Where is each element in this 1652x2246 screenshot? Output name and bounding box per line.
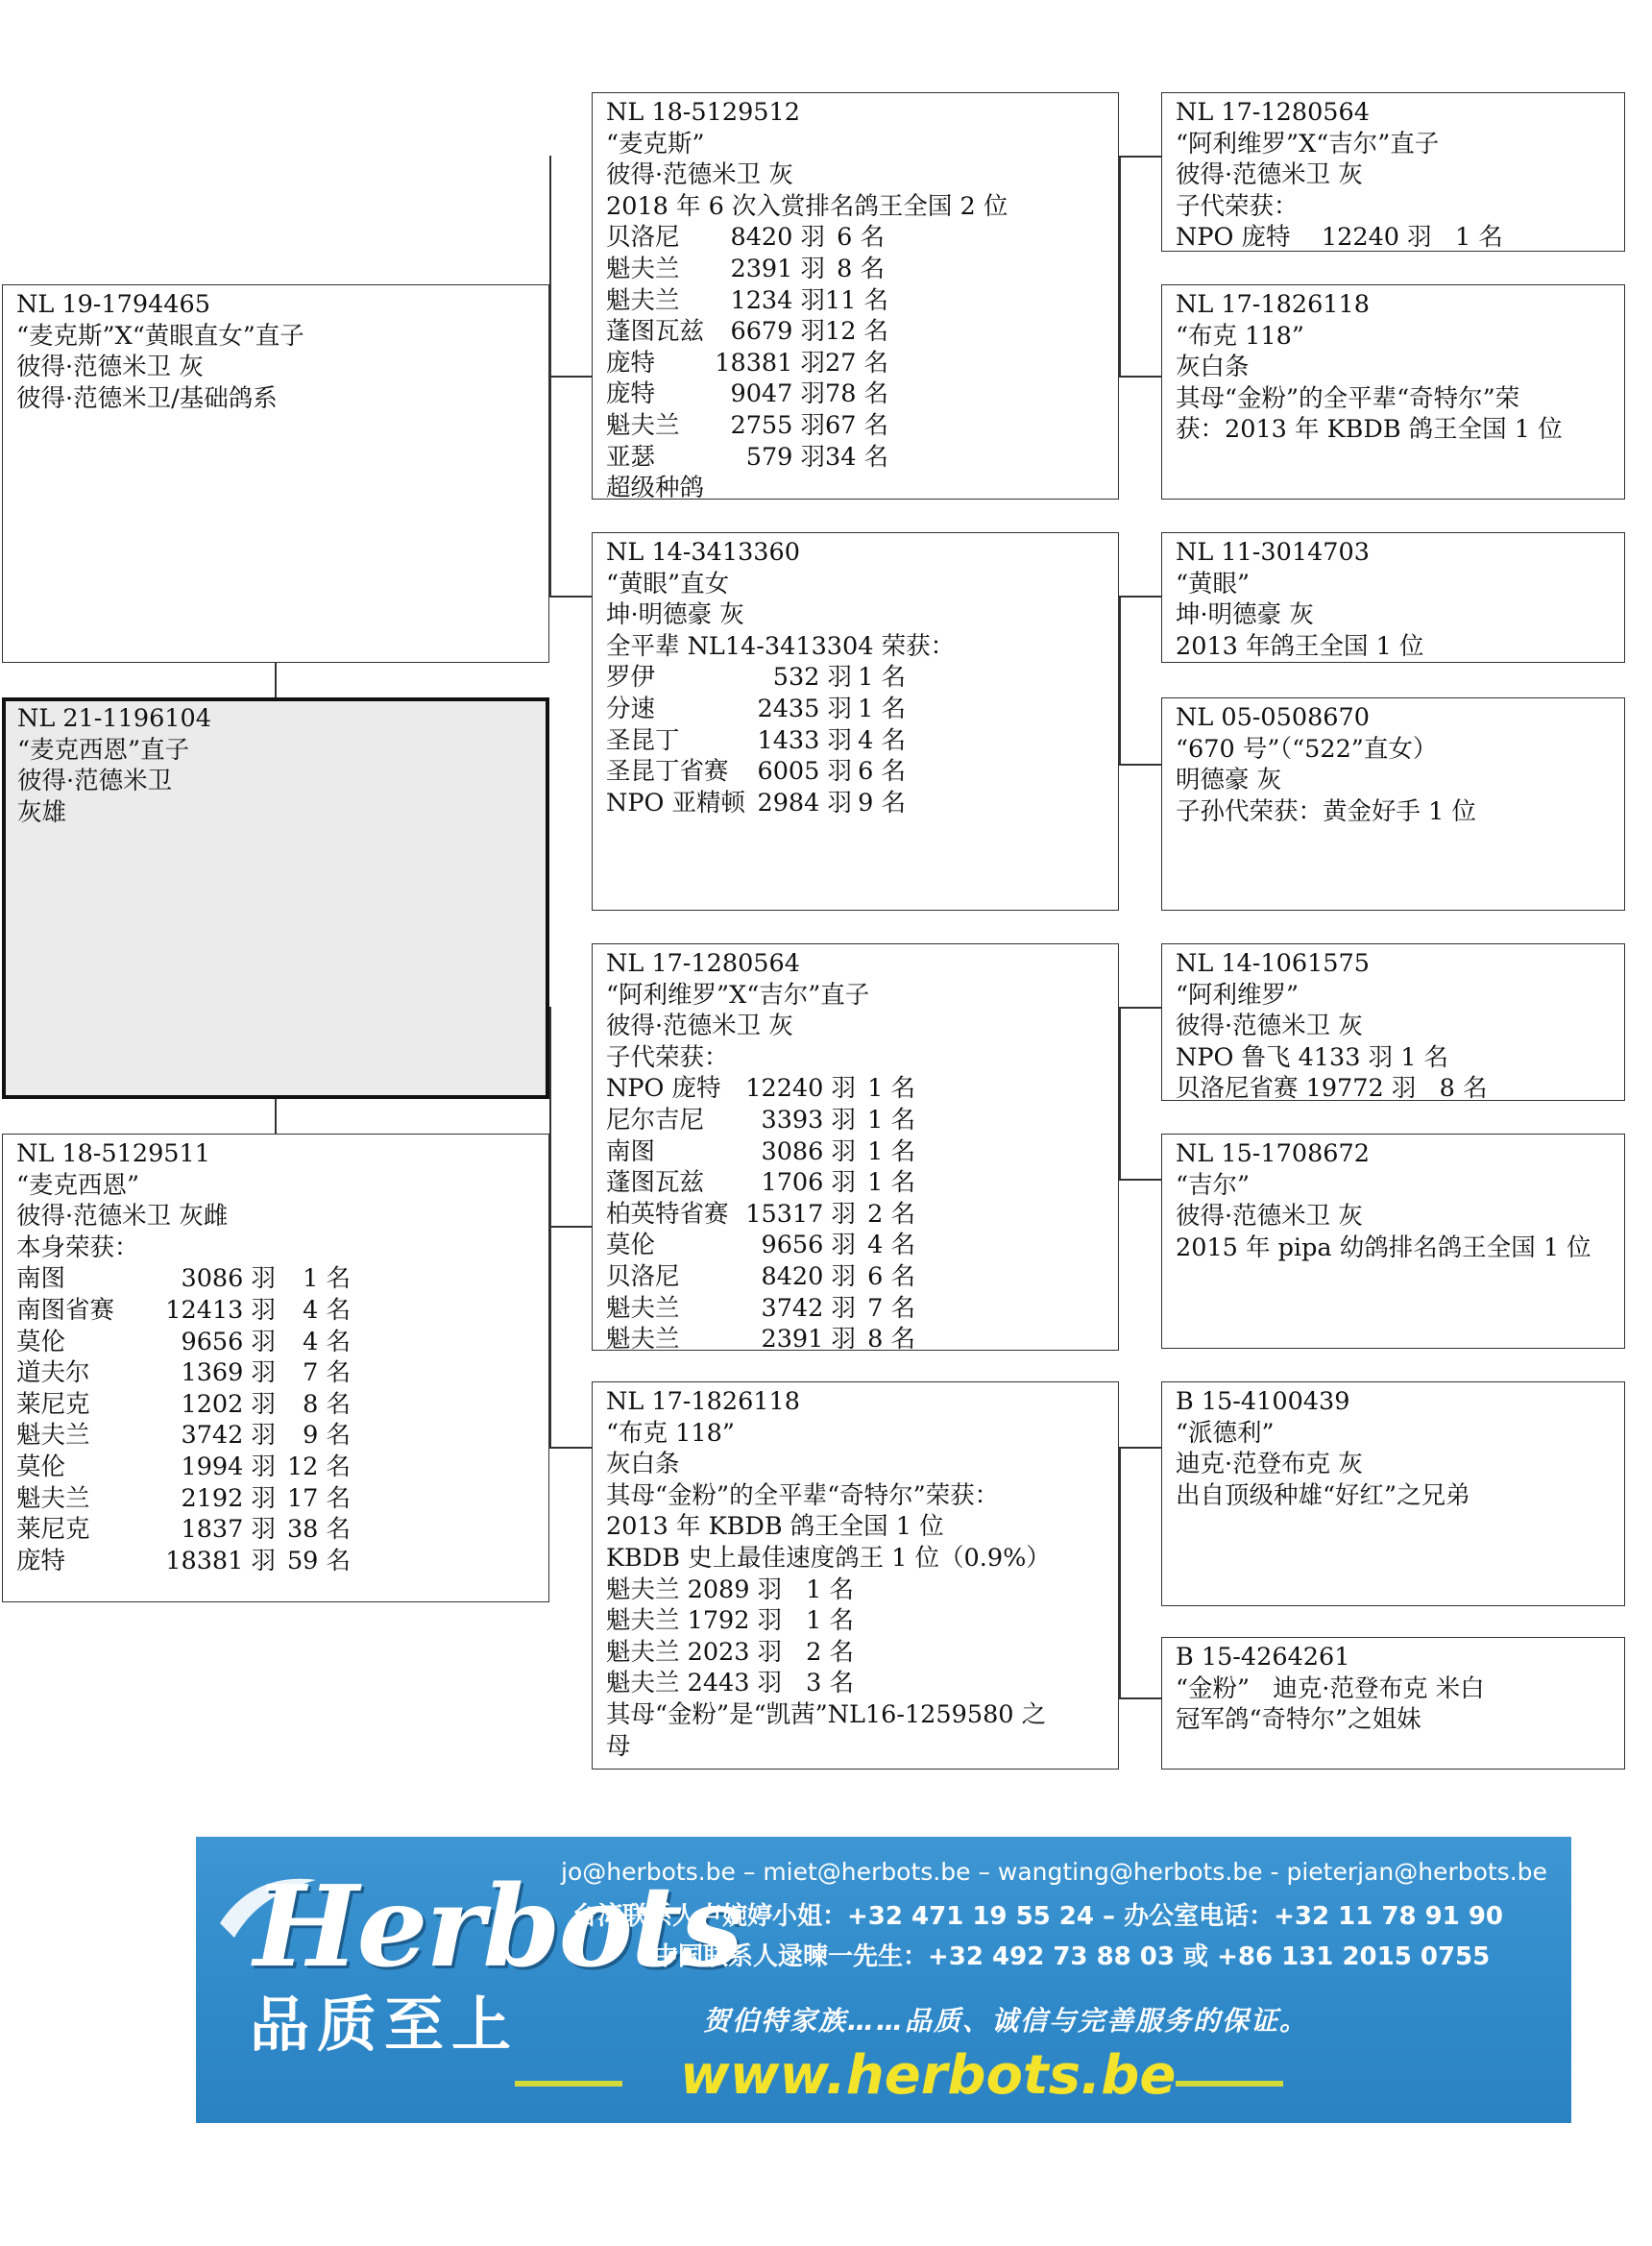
result-row: 魁夫兰 1234 羽11 名 xyxy=(606,285,889,315)
breeder-color: 明德豪 灰 xyxy=(1176,766,1282,795)
dss-card xyxy=(1161,943,1625,1101)
result-row: 贝洛尼省赛 19772 羽 8 名 xyxy=(1176,1074,1488,1101)
ring-number: NL 14-1061575 xyxy=(1176,949,1370,978)
color-sex: 灰雄 xyxy=(17,797,67,827)
result-row: 分速 2435 羽 1 名 xyxy=(606,694,906,723)
result-row: 庞特 18381 羽27 名 xyxy=(606,348,889,378)
herbots-banner xyxy=(196,1837,1571,2123)
breeder-color: 彼得·范德米卫 灰 xyxy=(16,353,204,382)
connector xyxy=(1119,764,1161,766)
pigeon-name: “阿利维罗” xyxy=(1176,980,1300,1010)
pigeon-name: “黄眼”直女 xyxy=(606,569,730,598)
result-row: 魁夫兰 3742 羽 7 名 xyxy=(606,1293,915,1323)
breeder-color: 坤·明德豪 灰 xyxy=(1176,600,1314,630)
dam-card xyxy=(2,1134,549,1602)
results-list xyxy=(606,1073,1108,1351)
ddd-card xyxy=(1161,1637,1625,1770)
result-row: 南图省赛 12413 羽 4 名 xyxy=(16,1295,351,1325)
herbots-logo: Herbots xyxy=(254,1862,741,1992)
achievement: 子孙代荣获：黄金好手 1 位 xyxy=(1176,796,1476,826)
result-row: 罗伊 532 羽 1 名 xyxy=(606,663,906,693)
pigeon-name: “670 号”（“522”直女） xyxy=(1176,734,1438,764)
sdd-card xyxy=(1161,697,1625,911)
achievement: 2013 年 KBDB 鸽王全国 1 位 xyxy=(606,1512,944,1542)
connector xyxy=(1119,1447,1161,1449)
connector xyxy=(549,1447,592,1449)
result-row: 柏英特省赛 15317 羽 2 名 xyxy=(606,1199,915,1229)
result-row: 莱尼克 1837 羽 38 名 xyxy=(16,1515,351,1545)
result-row: 蓬图瓦兹 6679 羽12 名 xyxy=(606,317,889,347)
ring-number: NL 11-3014703 xyxy=(1176,538,1370,567)
result-row: 魁夫兰 2391 羽 8 名 xyxy=(606,254,885,283)
ring-number: NL 05-0508670 xyxy=(1176,703,1370,732)
connector xyxy=(549,596,592,598)
breeder: 彼得·范德米卫 xyxy=(17,767,173,796)
pigeon-name: “麦克西恩” xyxy=(16,1170,140,1200)
result-row: 圣昆丁 1433 羽 4 名 xyxy=(606,725,906,755)
connector xyxy=(1119,1007,1121,1180)
pigeon-name: “黄眼” xyxy=(1176,569,1251,598)
ring-number: NL 15-1708672 xyxy=(1176,1139,1370,1168)
results-list xyxy=(606,662,1108,818)
sire-sire-card xyxy=(592,92,1119,500)
connector xyxy=(1119,1447,1121,1698)
pigeon-name: “金粉” 迪克·范登布克 米白 xyxy=(1176,1673,1485,1703)
ring-number: NL 18-5129511 xyxy=(16,1139,210,1168)
ring-number: B 15-4100439 xyxy=(1176,1387,1350,1416)
sire-card xyxy=(2,284,549,663)
note: 冠军鸽“奇特尔”之姐妹 xyxy=(1176,1705,1421,1735)
results-heading: 全平辈 NL14-3413304 荣获： xyxy=(606,631,956,661)
note: 出自顶级种雄“好红”之兄弟 xyxy=(1176,1480,1470,1510)
connector xyxy=(275,663,277,697)
result-row: 亚瑟 579 羽34 名 xyxy=(606,442,889,472)
results-heading: 本身荣获： xyxy=(16,1233,139,1262)
pigeon-name: “布克 118” xyxy=(606,1418,735,1448)
color: 灰白条 xyxy=(1176,353,1250,382)
achievement: 2015 年 pipa 幼鸽排名鸽王全国 1 位 xyxy=(1176,1233,1591,1262)
result-row: 南图 3086 羽 1 名 xyxy=(16,1264,351,1294)
result-row: NPO 亚精顿 2984 羽 9 名 xyxy=(606,788,906,818)
result-row: 魁夫兰 2443 羽 3 名 xyxy=(606,1669,854,1698)
email-contacts: jo@herbots.be – miet@herbots.be – wangting@herbots.be - pieterjan@herbots.be xyxy=(561,1858,1547,1886)
breeder-color: 彼得·范德米卫 灰 xyxy=(1176,1202,1363,1232)
connector xyxy=(549,376,592,378)
result-row: 南图 3086 羽 1 名 xyxy=(606,1136,915,1166)
note: 其母“金粉”的全平辈“奇特尔”荣 xyxy=(1176,383,1520,413)
ssd-card xyxy=(1161,284,1625,500)
results-list xyxy=(606,222,1108,473)
website-link[interactable]: www.herbots.be xyxy=(680,2044,1177,2107)
result-row: 魁夫兰 2192 羽 17 名 xyxy=(16,1483,351,1513)
result-row: 魁夫兰 2391 羽 8 名 xyxy=(606,1325,915,1351)
results-heading: 其母“金粉”的全平辈“奇特尔”荣获： xyxy=(606,1480,1000,1510)
dam-sire-card xyxy=(592,943,1119,1351)
breeder-color: 迪克·范登布克 灰 xyxy=(1176,1450,1363,1479)
result-row: 魁夫兰 1792 羽 1 名 xyxy=(606,1606,854,1636)
result-row: 莫伦 9656 羽 4 名 xyxy=(606,1231,915,1260)
result-row: 庞特 18381 羽 59 名 xyxy=(16,1546,351,1575)
ring-number: B 15-4264261 xyxy=(1176,1643,1350,1672)
results-list xyxy=(606,1575,1108,1699)
result-row: 贝洛尼 8420 羽 6 名 xyxy=(606,1261,915,1291)
connector xyxy=(1119,1697,1161,1699)
connector xyxy=(275,1099,277,1134)
breeder-color: 彼得·范德米卫 灰 xyxy=(606,160,793,190)
dds-card xyxy=(1161,1381,1625,1606)
pigeon-name: “吉尔” xyxy=(1176,1170,1251,1200)
pigeon-name: “布克 118” xyxy=(1176,321,1304,351)
result-row: NPO 鲁飞 4133 羽 1 名 xyxy=(1176,1042,1449,1072)
note: 获：2013 年 KBDB 鸽王全国 1 位 xyxy=(1176,415,1563,445)
result-row: 莱尼克 1202 羽 8 名 xyxy=(16,1389,351,1419)
ring-number: NL 17-1826118 xyxy=(606,1387,800,1416)
taiwan-contact: 台湾联系人卢婉婷小姐：+32 471 19 55 24 – 办公室电话：+32 11 78 91 90 xyxy=(572,1902,1503,1931)
achievement: 2013 年鸽王全国 1 位 xyxy=(1176,631,1424,661)
ring-number: NL 14-3413360 xyxy=(606,538,800,567)
result-row: 道夫尔 1369 羽 7 名 xyxy=(16,1358,351,1388)
breeder-color: 彼得·范德米卫 灰 xyxy=(606,1012,793,1041)
decorative-bar-right xyxy=(1176,2081,1283,2087)
result-row: 魁夫兰 2089 羽 1 名 xyxy=(606,1575,854,1604)
footer-note: 其母“金粉”是“凯茜”NL16-1259580 之 xyxy=(606,1699,1047,1729)
ring-number: NL 18-5129512 xyxy=(606,98,800,127)
result-row: NPO 庞特 12240 羽 1 名 xyxy=(606,1074,915,1104)
bloodline: 彼得·范德米卫/基础鸽系 xyxy=(16,383,278,413)
result-row: 蓬图瓦兹 1706 羽 1 名 xyxy=(606,1168,915,1198)
ring-number: NL 17-1280564 xyxy=(606,949,800,978)
achievement: 2018 年 6 次入赏排名鸽王全国 2 位 xyxy=(606,191,1008,221)
result-row: 魁夫兰 2755 羽67 名 xyxy=(606,410,889,440)
ring-number: NL 17-1280564 xyxy=(1176,98,1370,127)
sss-card xyxy=(1161,92,1625,252)
connector xyxy=(549,1226,592,1228)
result-row: 贝洛尼 8420 羽 6 名 xyxy=(606,223,885,253)
decorative-bar-left xyxy=(515,2081,622,2087)
connector xyxy=(1119,596,1161,598)
subject-card xyxy=(2,697,549,1099)
breeder-color: 彼得·范德米卫 灰 xyxy=(1176,1012,1363,1041)
results-list xyxy=(16,1263,539,1576)
pigeon-name: “阿利维罗”X“吉尔”直子 xyxy=(1176,129,1440,159)
result-row: 魁夫兰 3742 羽 9 名 xyxy=(16,1421,351,1451)
sire-dam-card xyxy=(592,532,1119,911)
pigeon-name: “阿利维罗”X“吉尔”直子 xyxy=(606,980,870,1010)
ring-number: NL 17-1826118 xyxy=(1176,290,1370,319)
result-row: 庞特 9047 羽78 名 xyxy=(606,379,889,409)
result-row: 尼尔吉尼 3393 羽 1 名 xyxy=(606,1105,915,1135)
result-row: NPO 庞特 12240 羽 1 名 xyxy=(1176,223,1503,252)
connector xyxy=(1119,156,1121,377)
slogan: 品质至上 xyxy=(250,1990,520,2060)
breeder-color: 彼得·范德米卫 灰雌 xyxy=(16,1202,229,1232)
achievement: KBDB 史上最佳速度鸽王 1 位（0.9%） xyxy=(606,1543,1051,1573)
results-heading: 子代荣获： xyxy=(606,1042,729,1072)
breeder-color: 坤·明德豪 灰 xyxy=(606,600,744,630)
connector xyxy=(1119,1179,1161,1181)
dsd-card xyxy=(1161,1134,1625,1349)
pigeon-name: “麦克斯”X“黄眼直女”直子 xyxy=(16,321,304,351)
connector xyxy=(1119,596,1121,765)
footer-note: 超级种鸽 xyxy=(606,474,705,500)
china-contact: 中国联系人逯暕一先生：+32 492 73 88 03 或 +86 131 2015 0755 xyxy=(653,1942,1491,1971)
sds-card xyxy=(1161,532,1625,663)
color: 灰白条 xyxy=(606,1450,680,1479)
breeder-color: 彼得·范德米卫 灰 xyxy=(1176,160,1363,190)
result-row: 莫伦 9656 羽 4 名 xyxy=(16,1327,351,1356)
result-row: 圣昆丁省赛 6005 羽 6 名 xyxy=(606,757,906,787)
results-heading: 子代荣获： xyxy=(1176,191,1299,221)
connector xyxy=(1119,376,1161,378)
connector xyxy=(1119,156,1161,158)
result-row: 莫伦 1994 羽 12 名 xyxy=(16,1452,351,1481)
dam-dam-card xyxy=(592,1381,1119,1770)
connector xyxy=(549,1007,551,1449)
connector xyxy=(1119,1007,1161,1009)
motto: 贺伯特家族……品质、诚信与完善服务的保证。 xyxy=(703,2005,1309,2037)
ring-number: NL 19-1794465 xyxy=(16,290,210,319)
pigeon-name: “麦克斯” xyxy=(606,129,705,159)
pigeon-name: “派德利” xyxy=(1176,1418,1275,1448)
pigeon-name: “麦克西恩”直子 xyxy=(17,735,190,765)
ring-number: NL 21-1196104 xyxy=(17,704,211,733)
footer-note: 母 xyxy=(606,1731,631,1761)
result-row: 魁夫兰 2023 羽 2 名 xyxy=(606,1637,854,1667)
